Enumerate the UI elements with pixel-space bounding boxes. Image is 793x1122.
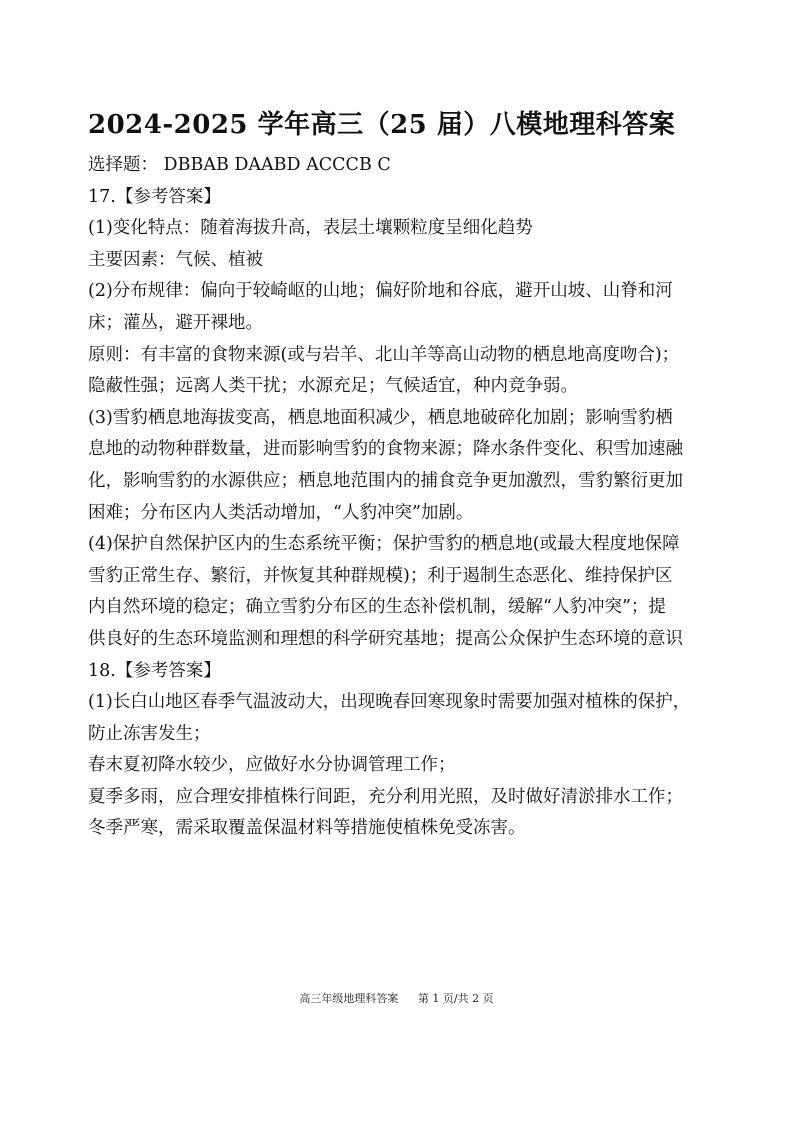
answer-line: 床；灌丛，避开裸地。 — [88, 312, 263, 333]
answer-line: 主要因素：气候、植被 — [88, 249, 263, 270]
choice-answers-line: 选择题： DBBAB DAABD ACCCB C — [88, 155, 391, 175]
answer-line: 隐蔽性强；远离人类干扰；水源充足；气候适宜，种内竞争弱。 — [88, 376, 578, 397]
answer-line: 夏季多雨，应合理安排植株行间距，充分利用光照，及时做好清淤排水工作； — [88, 786, 683, 807]
answer-line: 雪豹正常生存、繁衍，并恢复其种群规模)；利于遏制生态恶化、维持保护区 — [88, 565, 673, 586]
footer-page-number: 第 1 页/共 2 页 — [417, 992, 494, 1005]
answer-line: (1)长白山地区春季气温波动大，出现晚春回寒现象时需要加强对植株的保护， — [88, 692, 691, 713]
answer-line: 供良好的生态环境监测和理想的科学研究基地；提高公众保护生态环境的意识 — [88, 628, 683, 649]
answer-line: 冬季严寒，需采取覆盖保温材料等措施使植株免受冻害。 — [88, 818, 526, 839]
q18-heading: 18.【参考答案】 — [88, 660, 221, 681]
answer-line: 原则：有丰富的食物来源(或与岩羊、北山羊等高山动物的栖息地高度吻合)； — [88, 344, 680, 365]
answer-body — [88, 150, 728, 845]
answer-line: (1)变化特点：随着海拔升高，表层土壤颗粒度呈细化趋势 — [88, 218, 533, 239]
page-footer — [0, 990, 793, 1006]
answer-line: 内自然环境的稳定；确立雪豹分布区的生态补偿机制，缓解“人豹冲突”；提 — [88, 597, 666, 618]
answer-line: (4)保护自然保护区内的生态系统平衡；保护雪豹的栖息地(或最大程度地保障 — [88, 534, 680, 555]
answer-line: 春末夏初降水较少，应做好水分协调管理工作； — [88, 755, 456, 776]
answer-line: 防止冻害发生； — [88, 723, 211, 744]
answer-line: (3)雪豹栖息地海拔变高，栖息地面积减少，栖息地破碎化加剧；影响雪豹栖 — [88, 407, 673, 428]
page-title: 2024-2025 学年高三（25 届）八模地理科答案 — [88, 110, 676, 140]
answer-line: 化，影响雪豹的水源供应；栖息地范围内的捕食竞争更加激烈，雪豹繁衍更加 — [88, 470, 683, 491]
answer-line: 困难；分布区内人类活动增加，“人豹冲突”加剧。 — [88, 502, 474, 523]
answer-line: 息地的动物种群数量，进而影响雪豹的食物来源；降水条件变化、积雪加速融 — [88, 439, 683, 460]
footer-document-name: 高三年级地理科答案 — [299, 992, 399, 1005]
answer-line: (2)分布规律：偏向于较崎岖的山地；偏好阶地和谷底，避开山坡、山脊和河 — [88, 281, 673, 302]
q17-heading: 17.【参考答案】 — [88, 186, 221, 207]
